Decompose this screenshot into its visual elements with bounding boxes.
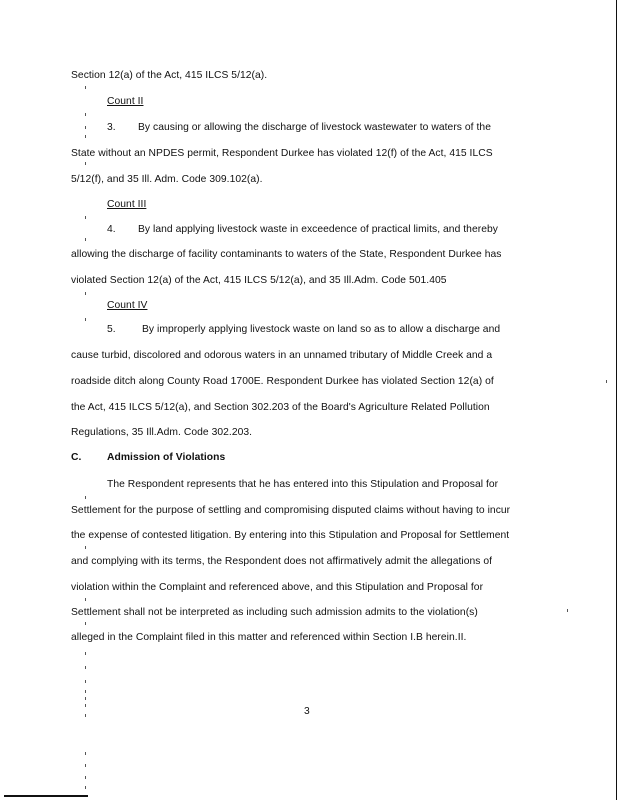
scan-speck <box>85 546 86 549</box>
scan-speck <box>85 318 86 321</box>
text-line: Section 12(a) of the Act, 415 ILCS 5/12(a). <box>71 70 268 81</box>
scan-speck <box>85 714 86 717</box>
scan-edge-rule <box>616 0 617 800</box>
paragraph-number: 5. <box>107 324 116 335</box>
text-line: cause turbid, discolored and odorous waters in an unnamed tributary of Middle Creek and a <box>71 350 493 361</box>
text-line: By land applying livestock waste in exceedence of practical limits, and thereby <box>138 224 498 235</box>
scan-speck <box>606 380 607 383</box>
text-line: and complying with its terms, the Respondent does not affirmatively admit the allegations of <box>71 556 493 567</box>
scan-speck <box>85 752 86 755</box>
heading-count-iv: Count IV <box>107 300 148 311</box>
heading-count-ii: Count II <box>107 96 144 107</box>
scan-speck <box>85 292 86 295</box>
text-line: the Act, 415 ILCS 5/12(a), and Section 302.203 of the Board's Agriculture Related Pollution <box>71 402 490 413</box>
scan-speck <box>85 86 86 89</box>
text-line: roadside ditch along County Road 1700E. Respondent Durkee has violated Section 12(a) of <box>71 376 494 387</box>
scan-speck <box>85 680 86 683</box>
text-line: alleged in the Complaint filed in this matter and referenced within Section I.B herein.II. <box>71 632 467 643</box>
scan-speck <box>85 697 86 700</box>
text-line: violation within the Complaint and referenced above, and this Stipulation and Proposal for <box>71 582 484 593</box>
scan-speck <box>85 598 86 601</box>
text-line: 5/12(f), and 35 Ill. Adm. Code 309.102(a). <box>71 174 263 185</box>
heading-count-iii: Count III <box>107 199 147 210</box>
scan-speck <box>567 609 568 612</box>
scan-speck <box>85 652 86 655</box>
text-line: Regulations, 35 Ill.Adm. Code 302.203. <box>71 427 253 438</box>
text-line: The Respondent represents that he has entered into this Stipulation and Proposal for <box>107 479 499 490</box>
text-line: By causing or allowing the discharge of livestock wastewater to waters of the <box>138 122 491 133</box>
scan-speck <box>85 776 86 779</box>
text-line: By improperly applying livestock waste on land so as to allow a discharge and <box>142 324 501 335</box>
section-letter: C. <box>71 452 82 463</box>
scan-speck <box>85 113 86 116</box>
scan-speck <box>85 216 86 219</box>
scan-speck <box>85 622 86 625</box>
scan-speck <box>85 135 86 138</box>
scan-speck <box>85 496 86 499</box>
text-line: Settlement for the purpose of settling and compromising disputed claims without having to incur <box>71 505 511 516</box>
text-line: violated Section 12(a) of the Act, 415 ILCS 5/12(a), and 35 Ill.Adm. Code 501.405 <box>71 275 447 286</box>
scan-speck <box>85 704 86 707</box>
scan-speck <box>85 764 86 767</box>
footnote-rule <box>4 795 88 797</box>
text-line: the expense of contested litigation. By entering into this Stipulation and Proposal for Settlement <box>71 530 510 541</box>
text-line: State without an NPDES permit, Respondent Durkee has violated 12(f) of the Act, 415 ILCS <box>71 148 493 159</box>
scan-speck <box>85 238 86 241</box>
scan-speck <box>85 126 86 129</box>
page-number: 3 <box>304 706 310 717</box>
text-line: allowing the discharge of facility contaminants to waters of the State, Respondent Durkee has <box>71 249 502 260</box>
scan-speck <box>85 162 86 165</box>
section-heading: Admission of Violations <box>107 452 226 463</box>
scan-speck <box>85 666 86 669</box>
paragraph-number: 4. <box>107 224 116 235</box>
text-line: Settlement shall not be interpreted as including such admission admits to the violation(s) <box>71 607 478 618</box>
scan-speck <box>85 690 86 693</box>
paragraph-number: 3. <box>107 122 116 133</box>
scan-speck <box>85 786 86 789</box>
